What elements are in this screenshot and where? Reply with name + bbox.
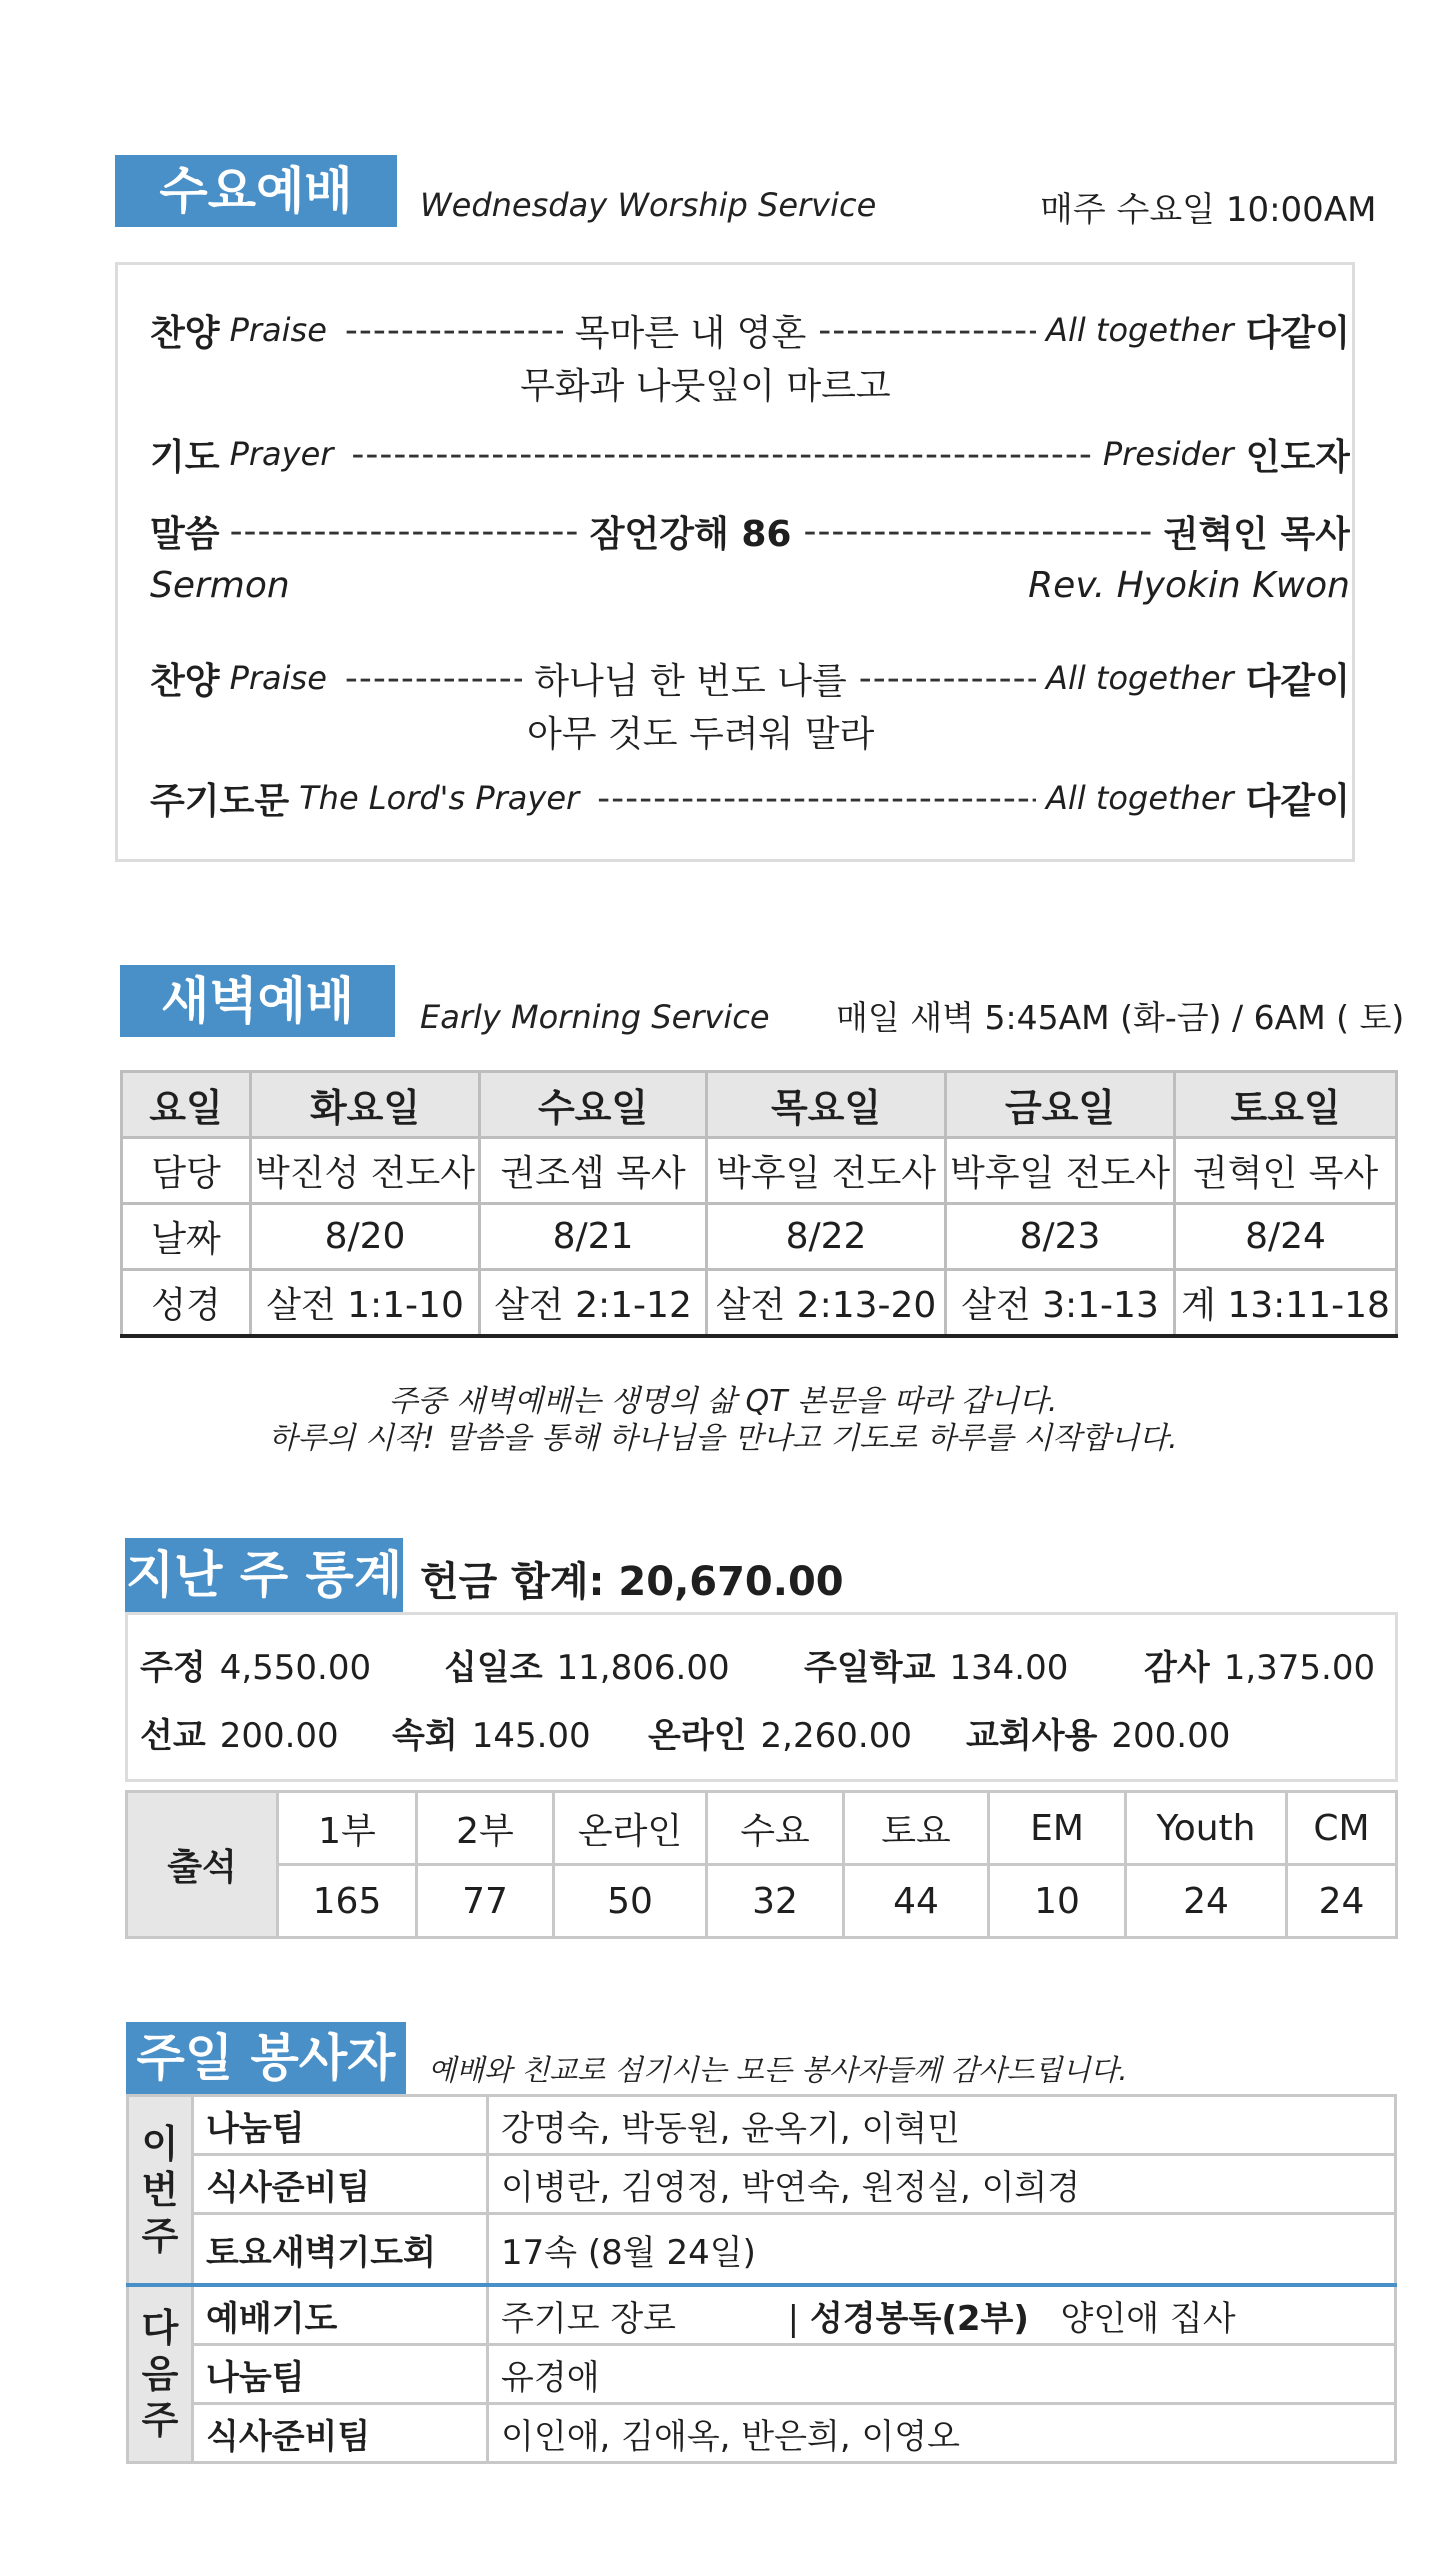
row-leader: 권혁인 목사 (1163, 513, 1350, 555)
row-label: 날짜 (122, 1204, 251, 1270)
table-cell: 8/20 (251, 1204, 480, 1270)
volunteer-names (488, 2285, 1396, 2345)
row-leader-en: Presider (1102, 435, 1234, 473)
row-kind: 말씀 (150, 513, 220, 555)
volunteer-role: 나눔팀 (193, 2096, 488, 2155)
attendance-value: 24 (1287, 1865, 1397, 1938)
volunteer-names: 유경애 (488, 2345, 1396, 2404)
stats-badge: 지난 주 통계 (125, 1538, 403, 1612)
dash-leader (818, 310, 1036, 351)
row-kind: 찬양 (150, 660, 220, 702)
row-leader: 인도자 (1245, 436, 1350, 478)
offering-label: 십일조 (444, 1648, 543, 1688)
table-cell: 박후일 전도사 (946, 1138, 1175, 1204)
offering-value: 11,806.00 (556, 1648, 730, 1688)
attendance-header: 1부 (278, 1792, 417, 1865)
offering-item (966, 1708, 1230, 1757)
attendance-header: Youth (1126, 1792, 1287, 1865)
row-label: 담당 (122, 1138, 251, 1204)
dash-leader (230, 511, 578, 552)
dash-leader (345, 658, 522, 699)
offering-item (804, 1640, 1068, 1689)
row-kind: 기도 (150, 436, 220, 478)
volunteer-role: 나눔팀 (193, 2345, 488, 2404)
table-cell: 박후일 전도사 (707, 1138, 946, 1204)
wednesday-subtitle: Wednesday Worship Service (420, 186, 877, 224)
offering-label: 선교 (140, 1716, 206, 1756)
header-cell: 금요일 (946, 1072, 1175, 1138)
divider: | (787, 2298, 800, 2339)
header-cell: 요일 (122, 1072, 251, 1138)
offering-item (140, 1640, 371, 1689)
worship-row-praise-1 (150, 302, 1350, 358)
attendance-label: 출석 (127, 1792, 278, 1938)
offering-label: 속회 (392, 1716, 458, 1756)
offering-item (648, 1708, 912, 1757)
row-leader-en: All together (1046, 311, 1234, 349)
offering-item (392, 1708, 591, 1757)
offering-item (140, 1708, 339, 1757)
table-cell: 살전 2:13-20 (707, 1270, 946, 1337)
scripture-reading-label: 성경봉독(2부) (809, 2298, 1029, 2339)
volunteer-role: 예배기도 (193, 2285, 488, 2345)
dash-leader (345, 310, 563, 351)
table-row (122, 1204, 1397, 1270)
table-cell: 살전 1:1-10 (251, 1270, 480, 1337)
morning-time: 매일 새벽 5:45AM (화-금) / 6AM ( 토) (836, 998, 1405, 1037)
attendance-header: 2부 (417, 1792, 554, 1865)
offering-label: 주정 (140, 1648, 206, 1688)
table-cell: 8/23 (946, 1204, 1175, 1270)
row-leader: 다같이 (1245, 780, 1350, 822)
row-leader-en: All together (1046, 659, 1234, 697)
volunteer-names: 이병란, 김영정, 박연숙, 원정실, 이희경 (488, 2155, 1396, 2214)
offering-label: 온라인 (648, 1716, 747, 1756)
header-cell: 수요일 (480, 1072, 707, 1138)
table-cell: 살전 2:1-12 (480, 1270, 707, 1337)
offering-label: 주일학교 (804, 1648, 936, 1688)
attendance-header-row (127, 1792, 1397, 1865)
attendance-header: 토요 (844, 1792, 989, 1865)
volunteer-row (128, 2214, 1396, 2286)
header-cell: 목요일 (707, 1072, 946, 1138)
next-week-label: 다 음 주 (128, 2285, 193, 2463)
wednesday-time: 매주 수요일 10:00AM (1040, 190, 1377, 230)
table-cell: 계 13:11-18 (1175, 1270, 1397, 1337)
row-kind: 찬양 (150, 312, 220, 354)
attendance-values-row (127, 1865, 1397, 1938)
row-leader-en: All together (1046, 779, 1234, 817)
worship-row-praise-2 (150, 650, 1350, 706)
row-leader: 다같이 (1245, 312, 1350, 354)
attendance-value: 10 (989, 1865, 1126, 1938)
offering-value: 200.00 (1111, 1716, 1231, 1756)
volunteer-row (128, 2345, 1396, 2404)
attendance-value: 44 (844, 1865, 989, 1938)
row-title: 잠언강해 86 (589, 513, 792, 555)
volunteers-subtitle: 예배와 친교로 섬기시는 모든 봉사자들께 감사드립니다. (428, 2053, 1128, 2087)
attendance-value: 50 (554, 1865, 707, 1938)
morning-schedule-table (120, 1070, 1398, 1338)
table-row (122, 1138, 1397, 1204)
dash-leader (597, 778, 1036, 819)
dash-leader (351, 434, 1092, 475)
row-label: 성경 (122, 1270, 251, 1337)
worship-row-sermon (150, 503, 1350, 559)
offering-item (1144, 1640, 1375, 1689)
preacher-en: Rev. Hyokin Kwon (1028, 565, 1350, 606)
row-title: 목마른 내 영혼 (574, 312, 807, 354)
row-kind-en: Praise (229, 311, 327, 349)
row-title: 하나님 한 번도 나를 (534, 660, 847, 702)
volunteer-role: 식사준비팀 (193, 2155, 488, 2214)
offering-label: 교회사용 (966, 1716, 1098, 1756)
morning-note-1: 주중 새벽예배는 생명의 삶 QT 본문을 따라 갑니다. (388, 1384, 1058, 1419)
offering-value: 1,375.00 (1223, 1648, 1376, 1688)
offering-value: 4,550.00 (219, 1648, 372, 1688)
row-kind-en: The Lord's Prayer (299, 779, 580, 817)
praise-2-second-song: 아무 것도 두려워 말라 (527, 714, 875, 755)
morning-note-2: 하루의 시작! 말씀을 통해 하나님을 만나고 기도로 하루를 시작합니다. (268, 1421, 1178, 1456)
volunteer-prayer-name: 주기모 장로 (501, 2298, 677, 2339)
sermon-en: Sermon (150, 565, 290, 606)
volunteer-role: 토요새벽기도회 (193, 2214, 488, 2286)
volunteer-row (128, 2096, 1396, 2155)
attendance-value: 24 (1126, 1865, 1287, 1938)
row-leader: 다같이 (1245, 660, 1350, 702)
scripture-reading-name: 양인애 집사 (1060, 2298, 1236, 2339)
table-cell: 박진성 전도사 (251, 1138, 480, 1204)
table-cell: 권혁인 목사 (1175, 1138, 1397, 1204)
volunteer-row (128, 2285, 1396, 2345)
row-kind: 주기도문 (150, 780, 290, 822)
volunteers-table (126, 2094, 1397, 2464)
row-kind-en: Prayer (229, 435, 334, 473)
table-cell: 권조셉 목사 (480, 1138, 707, 1204)
attendance-header: 온라인 (554, 1792, 707, 1865)
offering-item (444, 1640, 730, 1689)
worship-row-lords-prayer (150, 770, 1350, 826)
attendance-header: 수요 (707, 1792, 844, 1865)
volunteer-names: 17속 (8월 24일) (488, 2214, 1396, 2286)
wednesday-badge: 수요예배 (115, 155, 397, 227)
morning-subtitle: Early Morning Service (420, 998, 770, 1036)
attendance-value: 165 (278, 1865, 417, 1938)
volunteer-names: 이인애, 김애옥, 반은희, 이영오 (488, 2404, 1396, 2463)
header-cell: 토요일 (1175, 1072, 1397, 1138)
attendance-header: CM (1287, 1792, 1397, 1865)
dash-leader (803, 511, 1151, 552)
attendance-table (125, 1790, 1398, 1939)
dash-leader (859, 658, 1036, 699)
offering-value: 2,260.00 (760, 1716, 912, 1756)
morning-badge: 새벽예배 (120, 965, 395, 1037)
table-header-row (122, 1072, 1397, 1138)
worship-row-prayer (150, 426, 1350, 482)
volunteer-names: 강명숙, 박동원, 윤옥기, 이혁민 (488, 2096, 1396, 2155)
table-cell: 8/21 (480, 1204, 707, 1270)
offering-total: 헌금 합계: 20,670.00 (420, 1559, 844, 1605)
attendance-value: 77 (417, 1865, 554, 1938)
praise-1-second-song: 무화과 나뭇잎이 마르고 (520, 366, 891, 407)
offering-value: 134.00 (949, 1648, 1069, 1688)
offering-label: 감사 (1144, 1648, 1210, 1688)
volunteers-badge: 주일 봉사자 (126, 2022, 406, 2094)
table-row (122, 1270, 1397, 1337)
offering-value: 200.00 (219, 1716, 339, 1756)
attendance-value: 32 (707, 1865, 844, 1938)
table-cell: 8/24 (1175, 1204, 1397, 1270)
volunteer-row (128, 2404, 1396, 2463)
volunteer-role: 식사준비팀 (193, 2404, 488, 2463)
row-kind-en: Praise (229, 659, 327, 697)
this-week-label: 이 번 주 (128, 2096, 193, 2286)
table-cell: 8/22 (707, 1204, 946, 1270)
offering-value: 145.00 (471, 1716, 591, 1756)
attendance-header: EM (989, 1792, 1126, 1865)
header-cell: 화요일 (251, 1072, 480, 1138)
table-cell: 살전 3:1-13 (946, 1270, 1175, 1337)
volunteer-row (128, 2155, 1396, 2214)
